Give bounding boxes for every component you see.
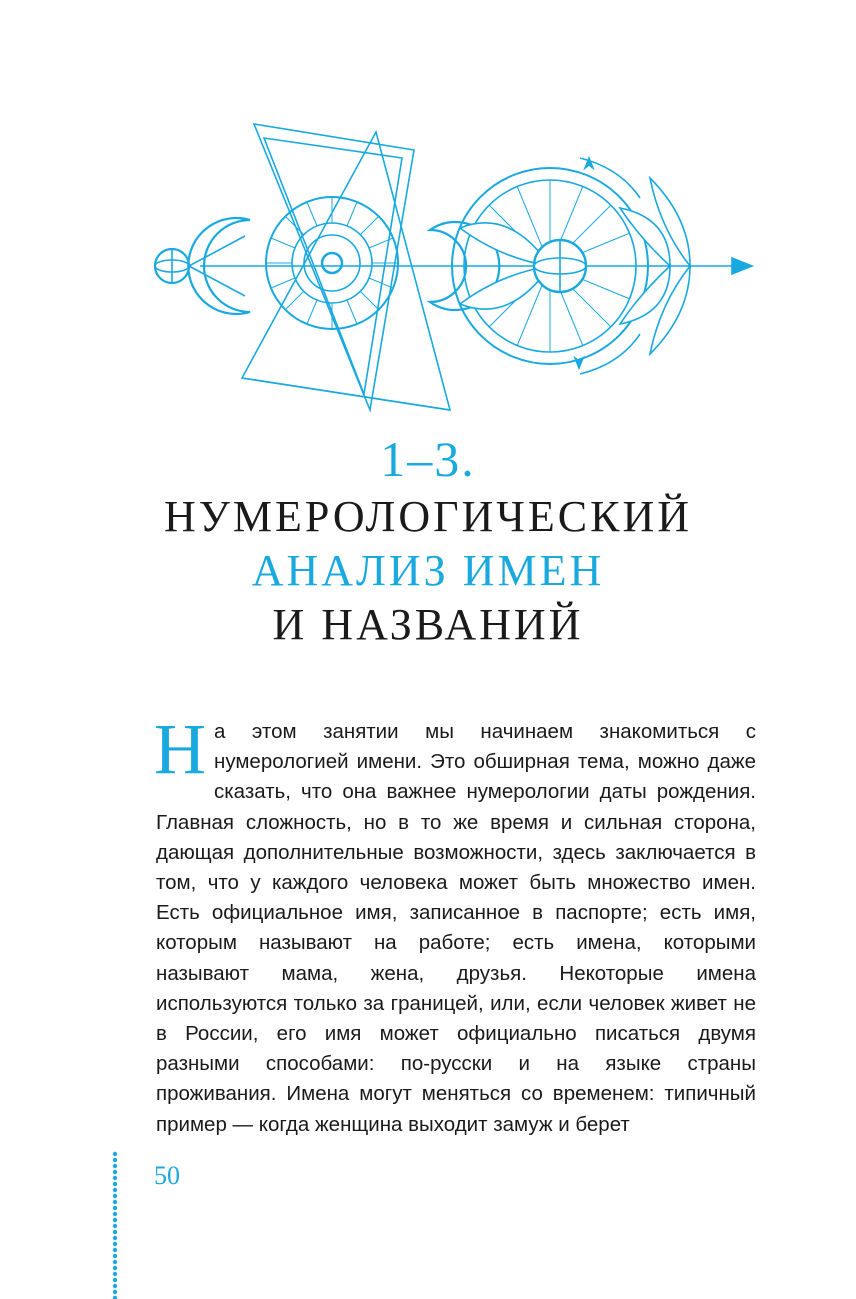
- chapter-number: 1–3.: [380, 431, 476, 487]
- body-paragraph-block: [154, 709, 756, 1140]
- ornament-dot: [113, 1158, 117, 1162]
- chapter-title-line-3: И НАЗВАНИЙ: [272, 600, 584, 649]
- ornament-dot: [113, 1284, 117, 1288]
- ornament-dot: [113, 1242, 117, 1246]
- body-paragraph: [154, 709, 756, 1140]
- ornament-dot: [113, 1254, 117, 1258]
- ornament-dot: [113, 1260, 117, 1264]
- ornament-dot: [113, 1224, 117, 1228]
- chapter-title-line-2: АНАЛИЗ ИМЕН: [251, 546, 605, 595]
- ornament-dot: [113, 1182, 117, 1186]
- ornament-dot: [113, 1218, 117, 1222]
- dotted-ornament: [108, 1150, 122, 1299]
- page-number: 50: [154, 1161, 180, 1190]
- ornament-dot: [113, 1194, 117, 1198]
- ornament-dot: [113, 1290, 117, 1294]
- chapter-title-line-1: НУМЕРОЛОГИЧЕСКИЙ: [163, 492, 693, 541]
- ornament-dot: [113, 1200, 117, 1204]
- ornament-dot: [113, 1188, 117, 1192]
- drop-cap: Н: [154, 709, 206, 789]
- ornament-dot: [113, 1266, 117, 1270]
- ornament-dot: [113, 1170, 117, 1174]
- ornament-dot: [113, 1152, 117, 1156]
- ornament-dot: [113, 1248, 117, 1252]
- ornament-dot: [113, 1278, 117, 1282]
- celestial-arrow-icon: [150, 118, 760, 418]
- ornament-dot: [113, 1206, 117, 1210]
- ornament-dot: [113, 1230, 117, 1234]
- ornament-dot: [113, 1272, 117, 1276]
- ornament-dot: [113, 1212, 117, 1216]
- ornament-dot: [113, 1176, 117, 1180]
- ornament-dot: [113, 1236, 117, 1240]
- body-text: а этом занятии мы начинаем знакомиться с нумерологией имени. Это обширная тема, можно даже сказать, что она важнее нумерологии даты рождения. Главная сложность, но в то же время и сильная сторона, дающая дополнительные возможности, здесь заключается в том, что у каждого человека может быть множество имен. Есть официальное имя, записанное в паспорте; есть имя, которым называют на работе; есть имена, которыми называют мама, жена, друзья. Некоторые имена используются только за границей, или, если человек живет не в России, его имя может официально писаться двумя разными способами: по-русски и на языке страны проживания. Имена могут меняться со временем: типичный пример — когда женщина выходит замуж и берет: [156, 720, 756, 1136]
- dotted-column-icon: [108, 1150, 122, 1299]
- ornament-dot: [113, 1164, 117, 1168]
- celestial-illustration: [150, 118, 760, 418]
